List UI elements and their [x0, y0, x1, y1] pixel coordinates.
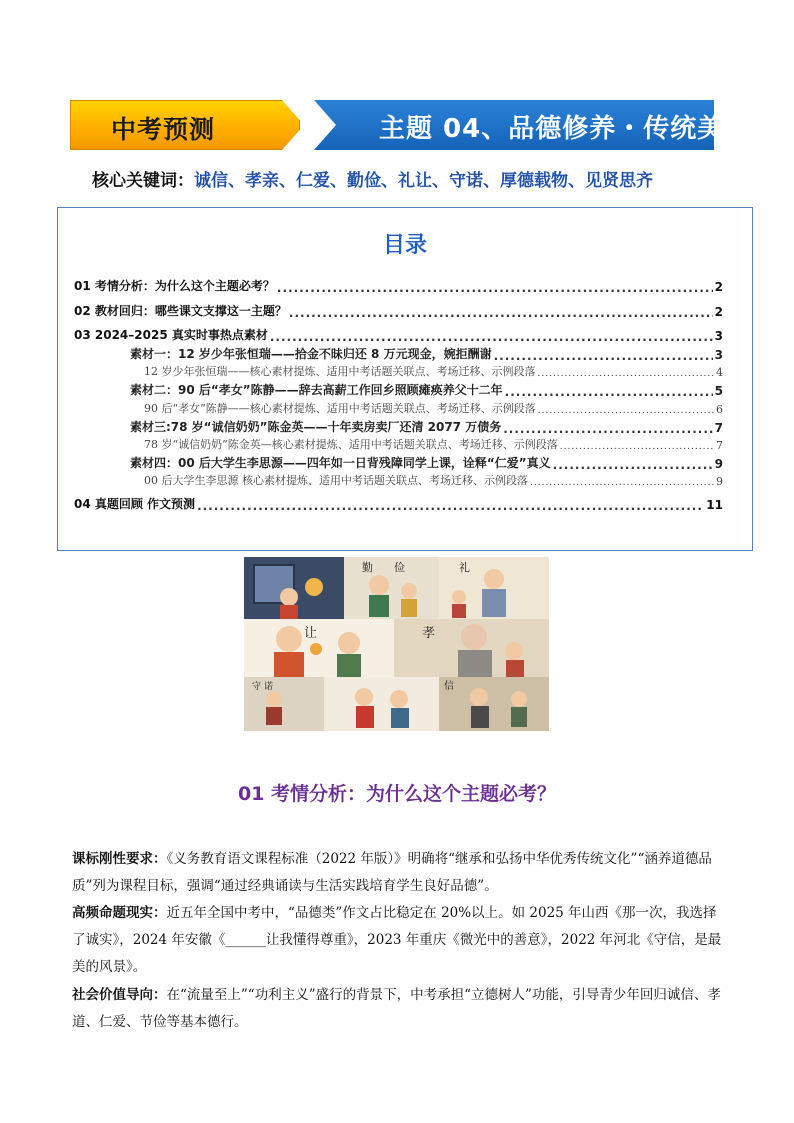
toc-entry[interactable]: 01 考情分析：为什么这个主题必考？ ..... 2	[74, 277, 723, 294]
svg-text:让: 让	[304, 626, 318, 641]
svg-text:俭: 俭	[394, 561, 405, 574]
svg-text:信: 信	[444, 681, 454, 692]
toc-entry[interactable]: 90 后“孝女”陈静——核心素材提炼、适用中考话题关联点、考场迁移、示例段落 ..... 6	[144, 400, 723, 416]
virtues-collage-image	[244, 557, 549, 731]
paragraph-label: 课标刚性要求：	[72, 851, 167, 867]
toc-entry[interactable]: 78 岁“诚信奶奶”陈金英—核心素材提炼、适用中考话题关联点、考场迁移、示例段落 ..... 7	[144, 436, 723, 452]
toc-entry[interactable]: 素材一：12 岁少年张恒瑞——拾金不昧归还 8 万元现金，婉拒酬谢 ..... 3	[130, 345, 723, 362]
toc-entry[interactable]: 素材四：00 后大学生李思源——四年如一日背残障同学上课，诠释“仁爱”真义 ..... 9	[130, 454, 723, 471]
toc-entry[interactable]: 03 2024–2025 真实时事热点素材 ..... 3	[74, 326, 723, 343]
svg-text:礼: 礼	[459, 561, 470, 574]
svg-text:守: 守	[252, 682, 262, 692]
topic-banner	[70, 100, 752, 150]
exam-forecast-label: 中考预测	[111, 115, 216, 144]
toc-entry[interactable]: 00 后大学生李思源 核心素材提炼、适用中考话题关联点、考场迁移、示例段落 ..... 9	[144, 472, 723, 488]
svg-text:诺: 诺	[264, 682, 274, 692]
paragraph-text: 《义务教育语文课程标准（2022 年版）》明确将“继承和弘扬中华优秀传统文化”“涵养道德品质”列为课程目标，强调“通过经典诵读与生活实践培育学生良好品德”。	[72, 851, 712, 894]
paragraph-text: 近五年全国中考中，“品德类”作文占比稳定在 20%以上。如 2025 年山西《那一次，我选择了诚实》，2024 年安徽《______让我懂得尊重》，2023 年重庆《微光中的善意》，2022 年河北《守信，是最美的风景》。	[72, 905, 722, 975]
svg-text:孝: 孝	[422, 626, 436, 641]
svg-text:勤: 勤	[362, 561, 373, 574]
toc-entry[interactable]: 素材三:78 岁“诚信奶奶”陈金英——十年卖房卖厂还清 2077 万债务 ..... 7	[130, 418, 723, 435]
table-of-contents	[57, 207, 753, 551]
paragraph-text: 在“流量至上”“功利主义”盛行的背景下，中考承担“立德树人”功能，引导青少年回归诚信、孝道、仁爱、节俭等基本德行。	[72, 987, 721, 1030]
exam-forecast-tag	[70, 100, 300, 150]
core-keywords	[92, 166, 653, 191]
virtues-illustration	[244, 557, 549, 731]
keywords-label: 核心关键词：	[92, 171, 194, 191]
toc-entry[interactable]: 02 教材回归：哪些课文支撑这一主题？ ..... 2	[74, 302, 723, 319]
keywords-value: 诚信、孝亲、仁爱、勤俭、礼让、守诺、厚德载物、见贤思齐	[194, 171, 653, 191]
topic-title: 主题 04、品德修养・传统美德	[379, 114, 752, 144]
paragraph-social-value	[72, 982, 727, 1036]
toc-title: 目录	[382, 233, 427, 258]
section-heading: 01 考情分析：为什么这个主题必考？	[237, 783, 557, 805]
toc-entry[interactable]: 素材二：90 后“孝女”陈静——辞去高薪工作回乡照顾瘫痪养父十二年 ..... 5	[130, 381, 723, 398]
paragraph-label: 社会价值导向：	[72, 987, 167, 1003]
paragraph-label: 高频命题现实：	[72, 905, 167, 921]
toc-entry[interactable]: 12 岁少年张恒瑞——核心素材提炼、适用中考话题关联点、考场迁移、示例段落 ..... 4	[144, 363, 723, 379]
paragraph-curriculum	[72, 846, 727, 900]
toc-entry[interactable]: 04 真题回顾 作文预测 ..... 11	[74, 495, 723, 512]
paragraph-exam-frequency	[72, 900, 727, 981]
